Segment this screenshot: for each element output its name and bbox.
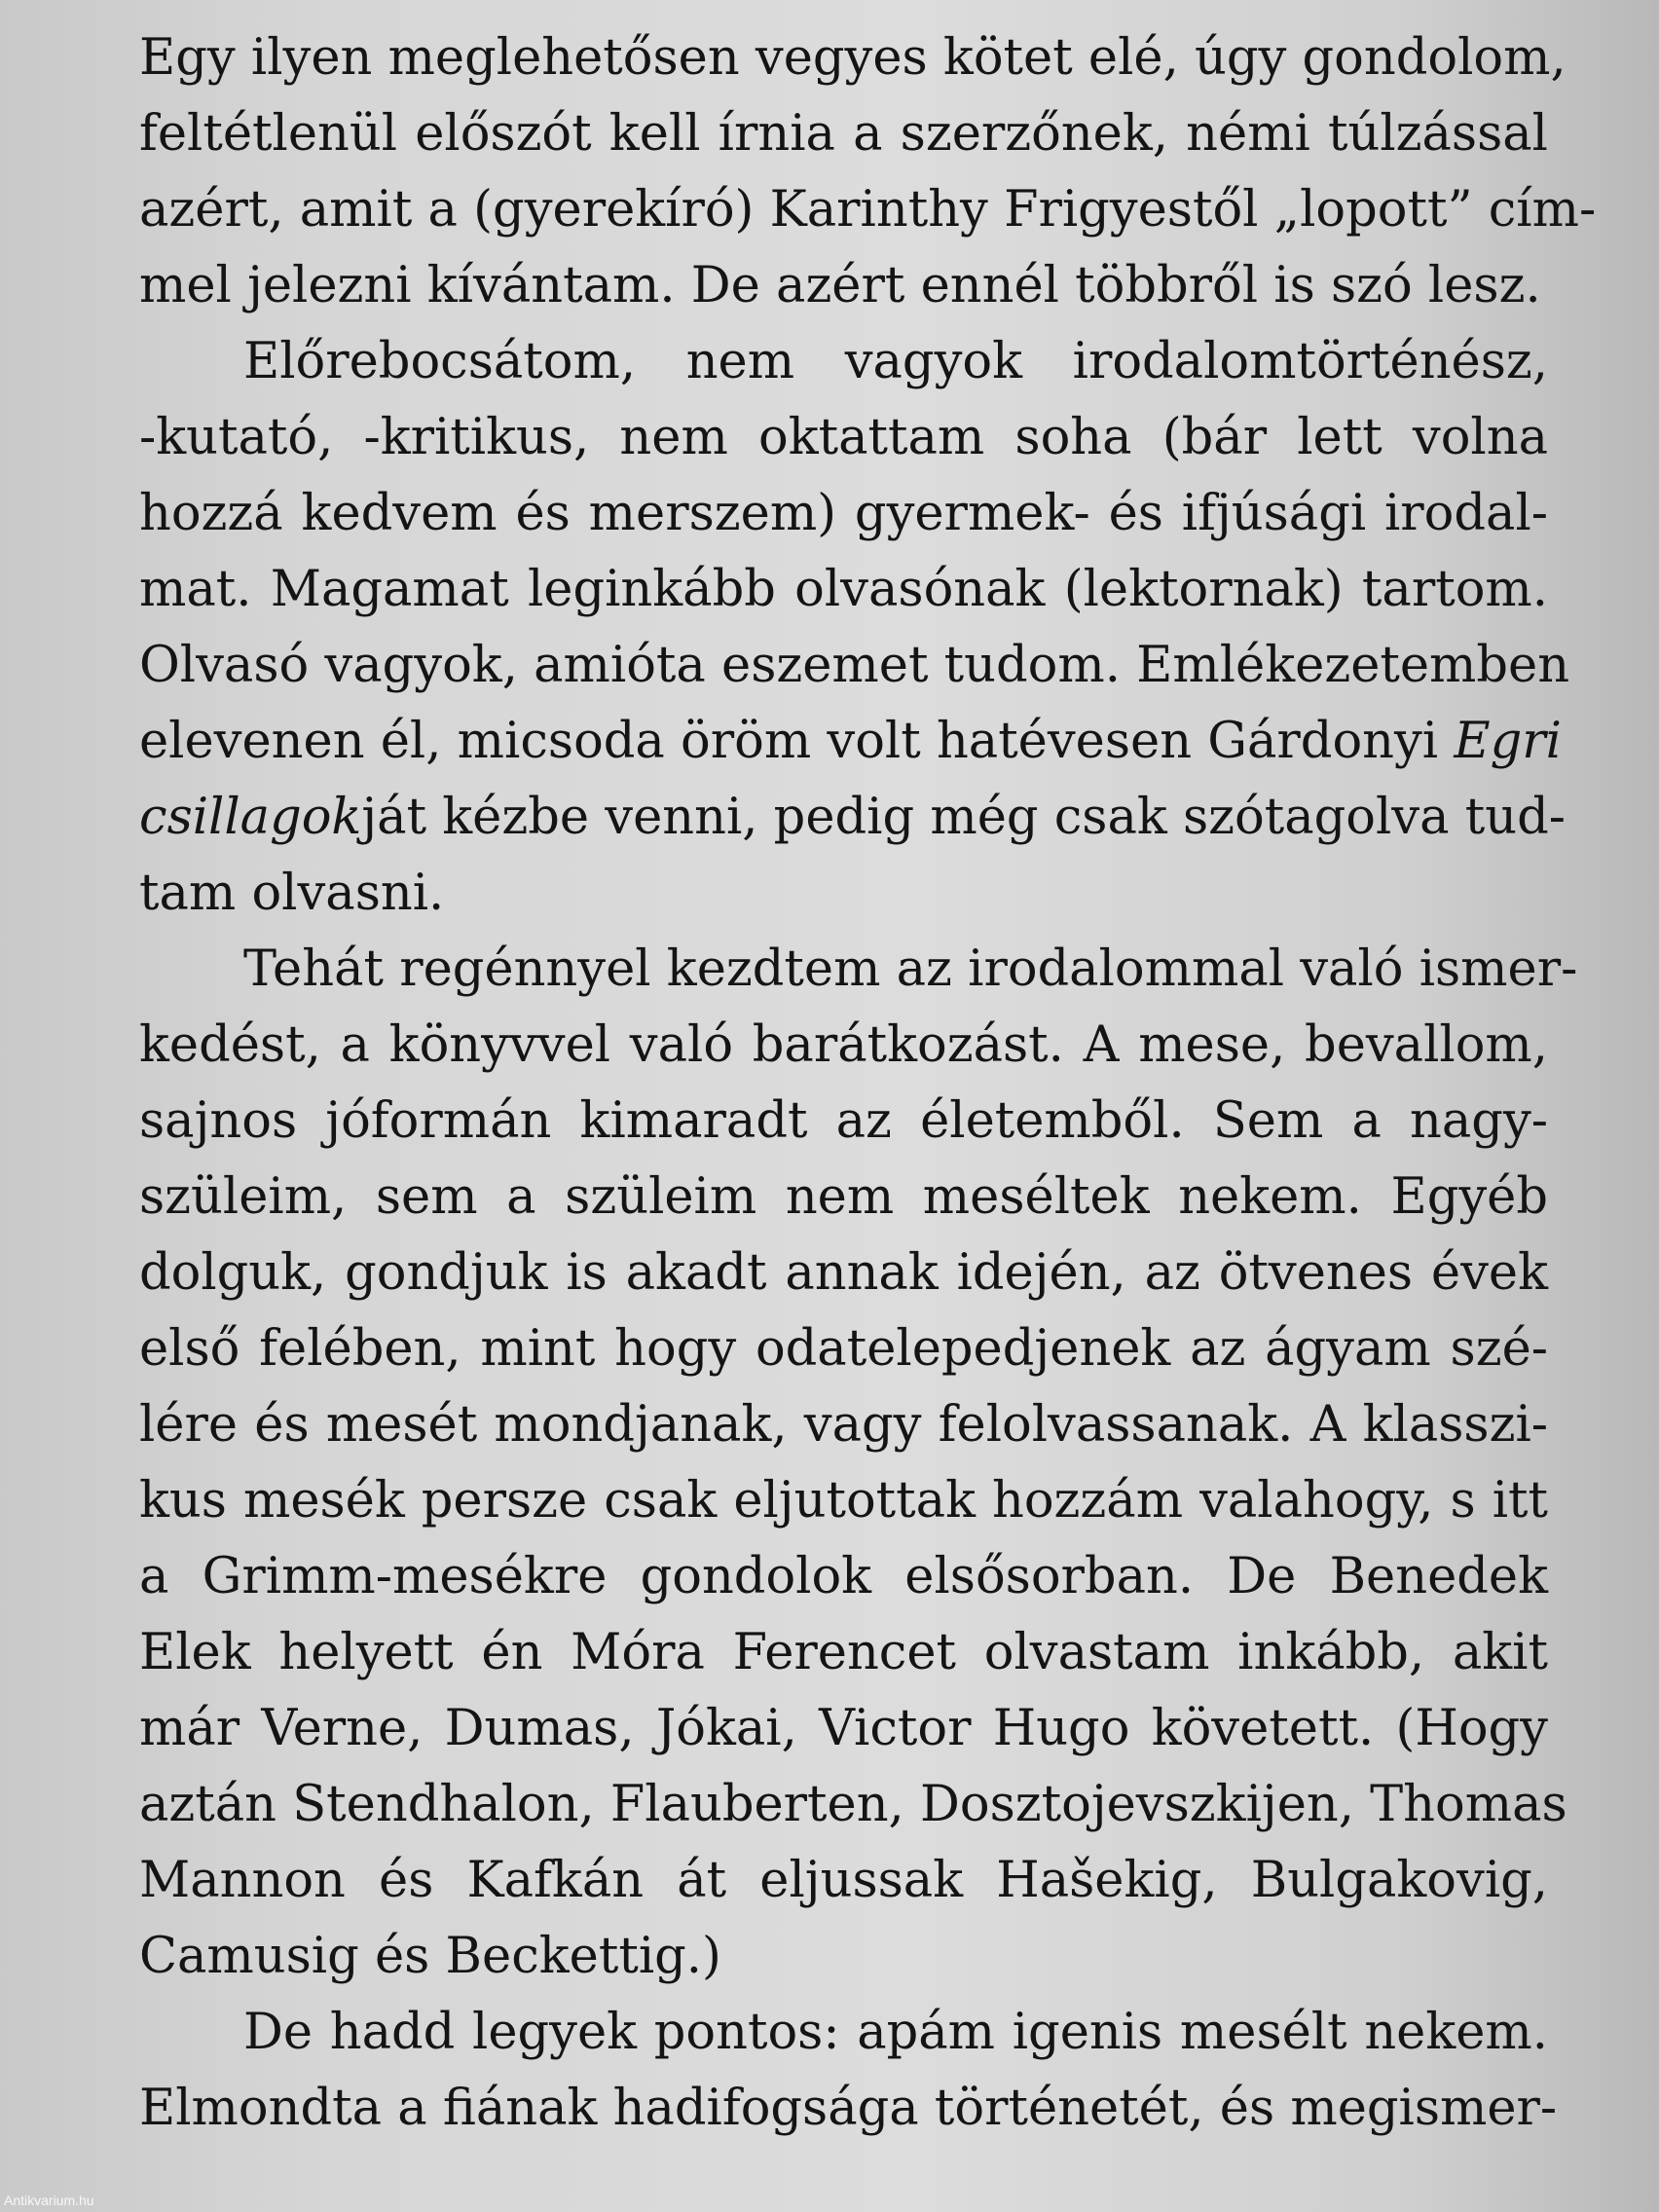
text-segment: elevenen él, micsoda öröm volt hatévesen Gárdonyi [139, 713, 1439, 770]
text-line: már Verne, Dumas, Jókai, Victor Hugo követett. (Hogy [139, 1700, 1548, 1757]
paragraph-first-line: Tehát regénnyel kezdtem az irodalommal való ismer- [243, 940, 1578, 998]
text-line: aztán Stendhalon, Flauberten, Dosztojevszkijen, Thomas [139, 1776, 1567, 1833]
text-segment: ját kézbe venni, pedig még csak szótagolva tud- [361, 789, 1566, 846]
text-line: Mannon és Kafkán át eljussak Hašekig, Bulgakovig, [139, 1852, 1548, 1909]
text-line: azért, amit a (gyerekíró) Karinthy Frigyestől „lopott” cím- [139, 181, 1597, 239]
text-line: lére és mesét mondjanak, vagy felolvassanak. A klasszi- [139, 1396, 1548, 1454]
text-line: Egy ilyen meglehetősen vegyes kötet elé, úgy gondolom, [139, 29, 1567, 87]
book-title-italic: Egri [1454, 713, 1562, 770]
text-line [139, 703, 1562, 781]
text-line: Elmondta a fiának hadifogsága történetét, és megismer- [139, 2080, 1558, 2137]
watermark: Antikvarium.hu [4, 2193, 94, 2208]
text-line: első felében, mint hogy odatelepedjenek az ágyam szé- [139, 1320, 1548, 1378]
text-line: mat. Magamat leginkább olvasónak (lektornak) tartom. [139, 561, 1548, 618]
text-line: mel jelezni kívántam. De azért ennél többről is szó lesz. [139, 257, 1541, 314]
text-line: szüleim, sem a szüleim nem meséltek nekem. Egyéb [139, 1168, 1548, 1226]
text-line: tam olvasni. [139, 865, 445, 922]
text-line: hozzá kedvem és merszem) gyermek- és ifjúsági irodal- [139, 485, 1548, 542]
text-line: dolguk, gondjuk is akadt annak idején, az ötvenes évek [139, 1244, 1548, 1302]
text-line: -kutató, -kritikus, nem oktattam soha (bár lett volna [139, 409, 1548, 466]
text-line: a Grimm-mesékre gondolok elsősorban. De Benedek [139, 1548, 1548, 1605]
text-line [139, 779, 1566, 857]
text-line: Camusig és Beckettig.) [139, 1928, 721, 1985]
text-line: Olvasó vagyok, amióta eszemet tudom. Emlékezetemben [139, 637, 1570, 694]
text-line: sajnos jóformán kimaradt az életemből. Sem a nagy- [139, 1092, 1548, 1150]
text-line: kedést, a könyvvel való barátkozást. A mese, bevallom, [139, 1016, 1548, 1074]
book-title-italic: csillagok [139, 789, 362, 846]
paragraph-first-line: Előrebocsátom, nem vagyok irodalomtörténész, [243, 333, 1548, 390]
text-line: kus mesék persze csak eljutottak hozzám valahogy, s itt [139, 1472, 1548, 1530]
paragraph-first-line: De hadd legyek pontos: apám igenis mesélt nekem. [243, 2004, 1548, 2061]
text-line: Elek helyett én Móra Ferencet olvastam inkább, akit [139, 1624, 1548, 1681]
text-line: feltétlenül előszót kell írnia a szerzőnek, némi túlzással [139, 105, 1548, 163]
